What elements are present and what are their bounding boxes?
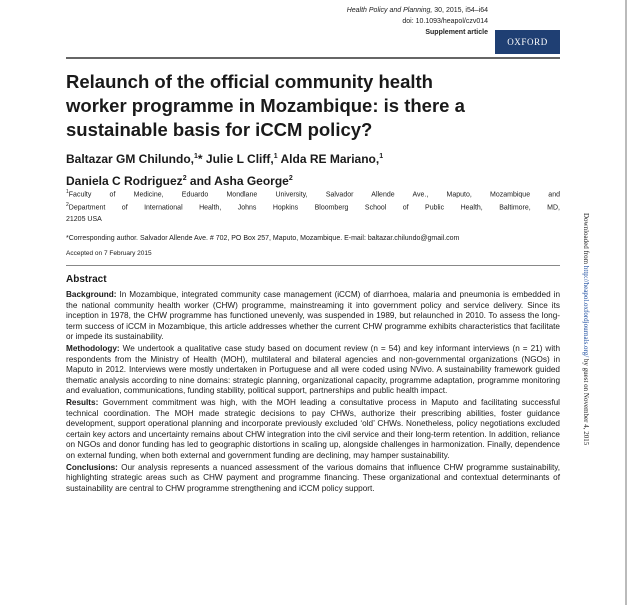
oxford-logo-text: OXFORD [507,37,548,47]
abstract-background [66,290,560,343]
affiliation-text: Faculty of Medicine, Eduardo Mondlane University, Salvador Allende Ave., Maputo, Mozambique and [68,191,560,199]
affiliation-text: 21205 USA [66,215,102,223]
journal-issue: 30, 2015, i54–i64 [432,7,488,14]
abstract-results [66,398,560,462]
author-affil-mark: 1 [273,153,278,160]
affiliation-line [66,200,560,213]
section-text: We undertook a qualitative case study based on document review (n = 54) and key informant interviews (n = 21) with respondents from the Ministry of Health (MOH), multilateral and bilateral agencies and non-governmental organizations (NGOs) in Maputo in 2012. Interviews were mostly undertaken in Portuguese and all were coded using NVivo. A sustainability framework guided thematic analysis according to nine domains: strategic planning, organizational capacity, programme adaptation, programme monitoring and evaluation, communications, funding stability, political support, partnerships and public health impact. [66,343,560,396]
author-affil-mark: 2 [288,175,293,182]
accepted-date: Accepted on 7 February 2015 [66,250,152,257]
section-label: Conclusions: [66,462,118,472]
affil-mark: 1 [66,189,69,195]
author-name: Alda RE Mariano, [277,152,380,166]
corresponding-mark: * [197,152,203,166]
affiliation-line [66,187,560,200]
supplement-label: Supplement article [425,29,488,36]
download-suffix: by guest on November 4, 2015 [582,357,590,446]
section-label: Background: [66,290,117,299]
author-affil-mark: 1 [379,153,384,160]
oxford-logo [495,30,560,54]
journal-header [347,5,488,38]
section-text: In Mozambique, integrated community case management (iCCM) of diarrhoea, malaria and pneumonia is embedded in the national community health worker (CHW) programme, mainstreaming it into government policy and service delivery. Since its inception in 1978, the CHW programme has functioned unevenly, was suspended in 1989, but relaunched in 2010. To assess the long-term success of iCCM in Mozambique, this article addresses whether the current CHW programme exhibits characteristics that facilitate or impede its sustainability. [66,290,560,342]
download-prefix: Downloaded from [582,213,590,266]
doi[interactable]: doi: 10.1093/heapol/czv014 [402,18,488,25]
author-name: and Asha George [186,174,289,188]
author-list [66,147,486,191]
abstract-divider [66,265,560,266]
affiliations [66,187,560,225]
section-label: Methodology: [66,343,120,353]
affiliation-text: Department of International Health, Johns Hopkins Bloomberg School of Public Health, Baltimore, MD, [68,204,560,212]
journal-name: Health Policy and Planning, [346,7,433,14]
author-affil-mark: 1 [194,153,198,160]
download-link[interactable]: http://heapol.oxfordjournals.org/ [582,265,590,358]
section-label: Results: [66,397,99,407]
section-text: Government commitment was high, with the MOH leading a consultative process in Maputo and facilitating successful technical coordination. The MOH made strategic decisions to pay CHWs, authorize their prescribing abilities, foster guidance development, support operational planning and incorporate previously excluded ‘old’ CHWs. Nonetheless, policy negotiations excluded certain key actors and uncertainty remains about CHW integration into the civil service and their long-term retention. In addition, reliance on NGOs and donor funding has led to geographic distortions in scaling up, alongside challenges in harmonization. Finally, dependence on external funding, when both external and government funding are declining, may hamper sustainability. [66,397,560,460]
abstract-body [66,290,560,495]
abstract-heading: Abstract [66,274,107,285]
affil-mark: 2 [66,202,69,209]
download-notice [582,213,590,513]
article-title: Relaunch of the official community health worker programme in Mozambique: is there a sustainable basis for iCCM policy? [66,71,465,140]
author-name: Daniela C Rodriguez [66,174,183,188]
section-text: Our analysis represents a nuanced assessment of the various domains that influence CHW programme sustainability, highlighting strategic areas such as CHW payment and programme financing. These organizational and contextual determinants of sustainability are central to CHW programme strengthening and iCCM policy support. [66,462,560,493]
author-affil-mark: 2 [182,175,187,182]
abstract-methodology [66,344,560,397]
author-name: Julie L Cliff, [202,152,274,166]
corresponding-author: *Corresponding author. Salvador Allende Ave. # 702, PO Box 257, Maputo, Mozambique. E-mail: baltazar.chilundo@gmail.com [66,235,460,242]
header-divider [66,57,560,59]
author-name: Baltazar GM Chilundo, [66,152,195,166]
affiliation-line [66,214,560,225]
abstract-conclusions [66,463,560,495]
